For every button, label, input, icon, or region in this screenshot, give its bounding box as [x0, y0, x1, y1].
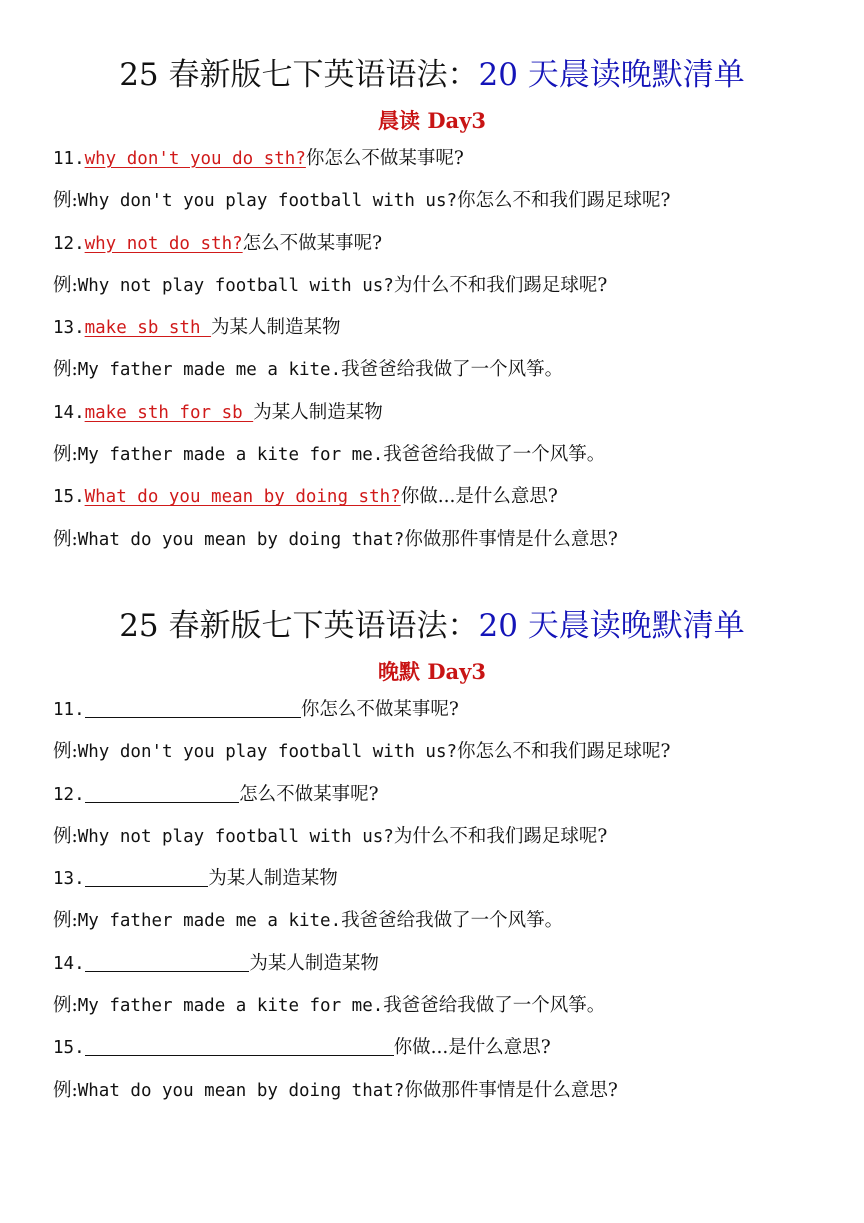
- answer-blank[interactable]: [85, 697, 301, 718]
- item-number: 15.: [53, 487, 85, 508]
- example-english: Why not play football with us?: [77, 826, 394, 847]
- example-row: [53, 434, 864, 476]
- example-row: [53, 816, 864, 858]
- phrase-text: make sb sth: [84, 318, 212, 339]
- example-english: Why don't you play football with us?: [77, 191, 458, 212]
- example-prefix: 例:: [53, 1079, 78, 1101]
- item-number: 11.: [53, 149, 85, 169]
- phrase-meaning: 你怎么不做某事呢?: [305, 148, 464, 169]
- phrase-row: [53, 307, 864, 349]
- answer-blank[interactable]: [85, 1035, 394, 1056]
- example-english: My father made a kite for me.: [77, 996, 384, 1017]
- page-title: [0, 603, 864, 649]
- phrase-row: [53, 223, 864, 265]
- example-english: What do you mean by doing that?: [77, 529, 405, 550]
- item-number: 12.: [53, 233, 85, 254]
- example-english: What do you mean by doing that?: [77, 1080, 405, 1101]
- item-number: 11.: [53, 700, 85, 720]
- phrase-meaning: 你怎么不做某事呢?: [300, 699, 459, 720]
- phrase-meaning: 为某人制造某物: [249, 952, 379, 974]
- example-row: [53, 519, 864, 561]
- dictation-list: [0, 689, 864, 1112]
- example-prefix: 例:: [53, 444, 78, 466]
- example-chinese: 为什么不和我们踢足球呢?: [393, 825, 608, 847]
- phrase-row: [53, 392, 864, 434]
- example-prefix: 例:: [53, 359, 78, 381]
- example-english: My father made me a kite.: [77, 360, 342, 381]
- example-english: Why don't you play football with us?: [77, 742, 458, 763]
- example-row: [53, 985, 864, 1027]
- example-prefix: 例:: [53, 825, 78, 847]
- example-chinese: 你怎么不和我们踢足球呢?: [457, 741, 671, 763]
- item-number: 13.: [53, 318, 85, 339]
- item-number: 12.: [53, 784, 85, 805]
- answer-blank[interactable]: [85, 782, 240, 803]
- phrase-text: make sth for sb: [84, 402, 254, 423]
- dictation-row: [53, 774, 864, 816]
- item-number: 15.: [53, 1038, 85, 1059]
- dictation-row: [53, 689, 864, 731]
- item-number: 13.: [53, 869, 85, 890]
- title-highlight: 20 天晨读晚默清单: [478, 608, 745, 644]
- example-row: [53, 731, 864, 773]
- dictation-row: [53, 858, 864, 900]
- title-highlight: 20 天晨读晚默清单: [478, 57, 745, 93]
- phrase-meaning: 怎么不做某事呢?: [239, 783, 379, 805]
- item-number: 14.: [53, 402, 85, 423]
- example-chinese: 我爸爸给我做了一个风筝。: [341, 910, 564, 932]
- phrase-list: [0, 138, 864, 561]
- section-subtitle: 晚默 Day3: [378, 659, 486, 684]
- answer-blank[interactable]: [85, 951, 250, 972]
- example-chinese: 为什么不和我们踢足球呢?: [393, 274, 608, 296]
- example-prefix: 例:: [53, 741, 78, 763]
- phrase-text: What do you mean by doing sth?: [84, 487, 401, 508]
- page-title: [0, 52, 864, 98]
- evening-dictation-section: [0, 603, 864, 1112]
- example-row: [53, 900, 864, 942]
- item-number: 14.: [53, 953, 85, 974]
- example-chinese: 你做那件事情是什么意思?: [404, 528, 618, 550]
- morning-reading-section: [0, 52, 864, 561]
- example-row: [53, 180, 864, 222]
- phrase-row: [53, 476, 864, 518]
- phrase-meaning: 为某人制造某物: [211, 317, 341, 339]
- phrase-meaning: 怎么不做某事呢?: [242, 232, 383, 254]
- example-prefix: 例:: [53, 274, 78, 296]
- phrase-meaning: 你做...是什么意思?: [400, 486, 558, 508]
- phrase-meaning: 你做...是什么意思?: [393, 1037, 551, 1059]
- answer-blank[interactable]: [85, 866, 209, 887]
- example-prefix: 例:: [53, 910, 78, 932]
- title-prefix: 25 春新版七下英语语法：: [119, 57, 479, 93]
- example-chinese: 你做那件事情是什么意思?: [404, 1079, 618, 1101]
- example-row: [53, 265, 864, 307]
- example-prefix: 例:: [53, 995, 78, 1017]
- example-english: My father made a kite for me.: [77, 445, 384, 466]
- dictation-row: [53, 943, 864, 985]
- phrase-text: why don't you do sth?: [84, 149, 306, 169]
- example-prefix: 例:: [53, 190, 78, 212]
- example-english: My father made me a kite.: [77, 911, 342, 932]
- example-english: Why not play football with us?: [77, 275, 394, 296]
- phrase-meaning: 为某人制造某物: [208, 868, 338, 890]
- title-prefix: 25 春新版七下英语语法：: [119, 608, 479, 644]
- example-chinese: 你怎么不和我们踢足球呢?: [457, 190, 671, 212]
- section-subtitle: 晨读 Day3: [378, 108, 486, 133]
- phrase-text: why not do sth?: [84, 233, 243, 254]
- example-prefix: 例:: [53, 528, 78, 550]
- example-chinese: 我爸爸给我做了一个风筝。: [341, 359, 564, 381]
- phrase-row: [53, 138, 864, 180]
- dictation-row: [53, 1027, 864, 1069]
- example-chinese: 我爸爸给我做了一个风筝。: [383, 444, 606, 466]
- example-row: [53, 1070, 864, 1112]
- example-row: [53, 349, 864, 391]
- phrase-meaning: 为某人制造某物: [253, 401, 383, 423]
- example-chinese: 我爸爸给我做了一个风筝。: [383, 995, 606, 1017]
